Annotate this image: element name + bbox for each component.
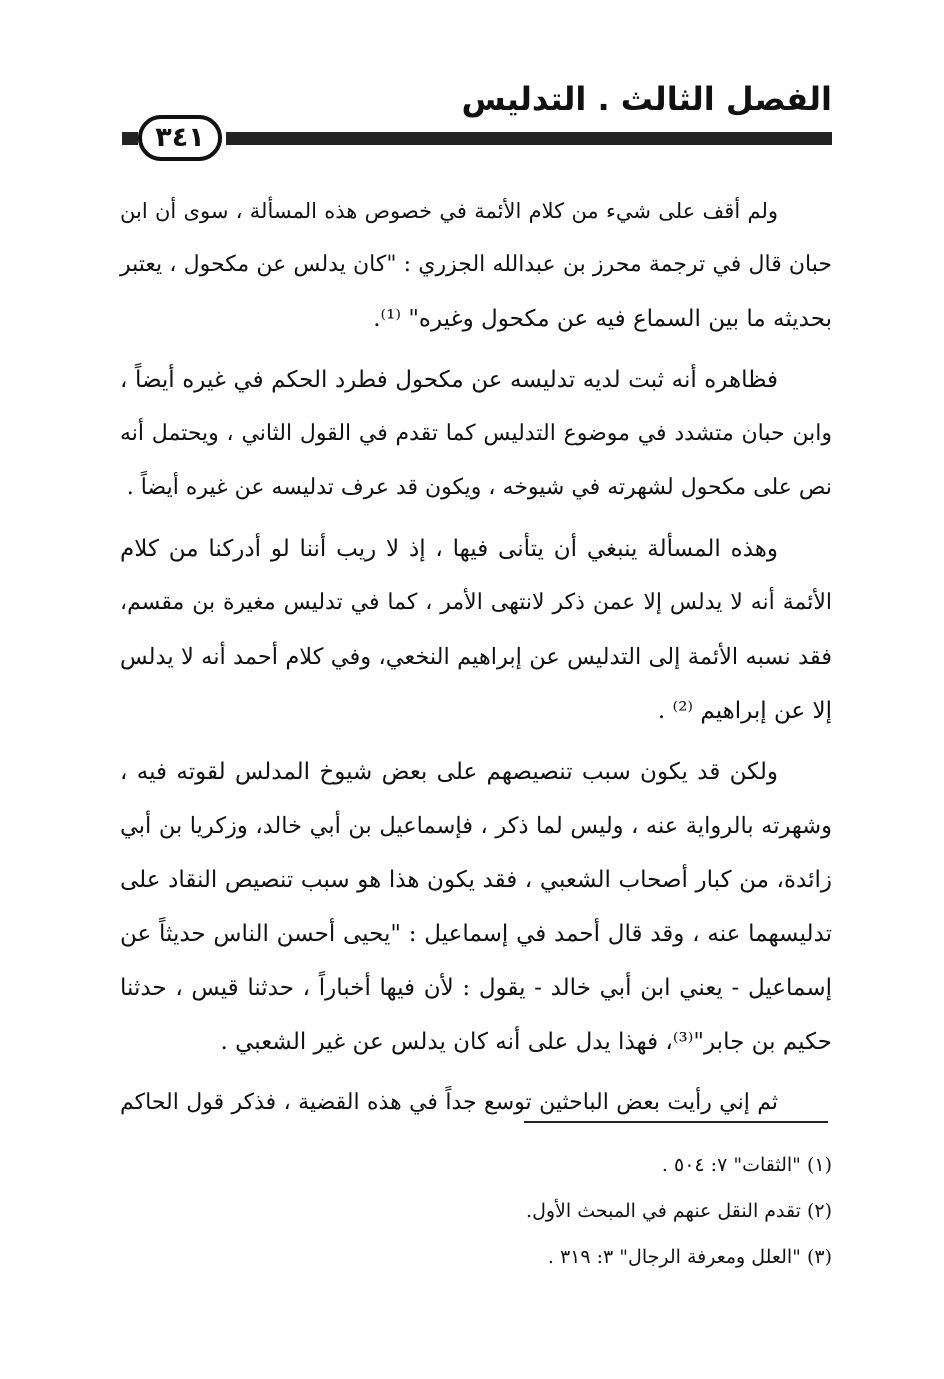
footnote-rule: [524, 1121, 828, 1123]
body-text: [120, 184, 832, 1137]
text-line: وابن حبان متشدد في موضوع التدليس كما تقدم في القول الثاني ، ويحتمل أنه: [120, 421, 832, 446]
text-line: حكيم بن جابر"⁽³⁾، فهذا يدل على أنه كان يدلس عن غير الشعبي .: [220, 1029, 832, 1055]
paragraph: [120, 353, 832, 515]
text-line: تدليسهما عنه ، وقد قال أحمد في إسماعيل : "يحيى أحسن الناس حديثاً عن: [120, 921, 832, 947]
footnote: (١) "الثقات" ٧: ٥٠٤ .: [661, 1154, 832, 1176]
text-line: فقد نسبه الأئمة إلى التدليس عن إبراهيم النخعي، وفي كلام أحمد أنه لا يدلس: [120, 644, 832, 670]
paragraph: [120, 184, 832, 346]
text-line: الأئمة أنه لا يدلس إلا عمن ذكر لانتهى الأمر ، كما في تدليس مغيرة بن مقسم،: [120, 590, 833, 615]
text-line: ولم أقف على شيء من كلام الأئمة في خصوص هذه المسألة ، سوى أن ابن: [120, 199, 778, 223]
text-line: ولكن قد يكون سبب تنصيصهم على بعض شيوخ المدلس لقوته فيه ،: [120, 759, 779, 785]
footnote: (٣) "العلل ومعرفة الرجال" ٣: ٣١٩ .: [547, 1246, 832, 1268]
page-title: الفصل الثالث . التدليس: [461, 80, 832, 118]
text-line: بحديثه ما بين السماع فيه عن مكحول وغيره" ⁽¹⁾.: [373, 306, 832, 332]
text-line: زائدة، من كبار أصحاب الشعبي ، فقد يكون هذا هو سبب تنصيص النقاد على: [120, 867, 832, 893]
text-line: وشهرته بالرواية عنه ، وليس لما ذكر ، فإسماعيل بن أبي خالد، وزكريا بن أبي: [120, 813, 832, 839]
footnote: (٢) تقدم النقل عنهم في المبحث الأول.: [526, 1200, 832, 1222]
paragraph: [120, 745, 832, 1069]
text-line: حبان قال في ترجمة محرز بن عبدالله الجزري : "كان يدلس عن مكحول ، يعتبر: [120, 252, 832, 277]
text-line: ثم إني رأيت بعض الباحثين توسع جداً في هذه القضية ، فذكر قول الحاكم: [120, 1090, 778, 1115]
header-rule-left: [122, 132, 138, 145]
paragraph: [120, 522, 832, 738]
text-line: نص على مكحول لشهرته في شيوخه ، ويكون قد عرف تدليسه عن غيره أيضاً .: [126, 475, 832, 500]
text-line: فظاهره أنه ثبت لديه تدليسه عن مكحول فطرد الحكم في غيره أيضاً ،: [120, 367, 778, 393]
text-line: إلا عن إبراهيم ⁽²⁾ .: [657, 698, 832, 724]
page-number: ٣٤١: [138, 115, 222, 161]
footnotes: [332, 1142, 832, 1280]
header-rule-right: [226, 132, 832, 145]
text-line: إسماعيل - يعني ابن أبي خالد - يقول : لأن فيها أخباراً ، حدثنا قيس ، حدثنا: [120, 975, 832, 1001]
text-line: وهذه المسألة ينبغي أن يتأنى فيها ، إذ لا ريب أننا لو أدركنا من كلام: [120, 536, 778, 562]
